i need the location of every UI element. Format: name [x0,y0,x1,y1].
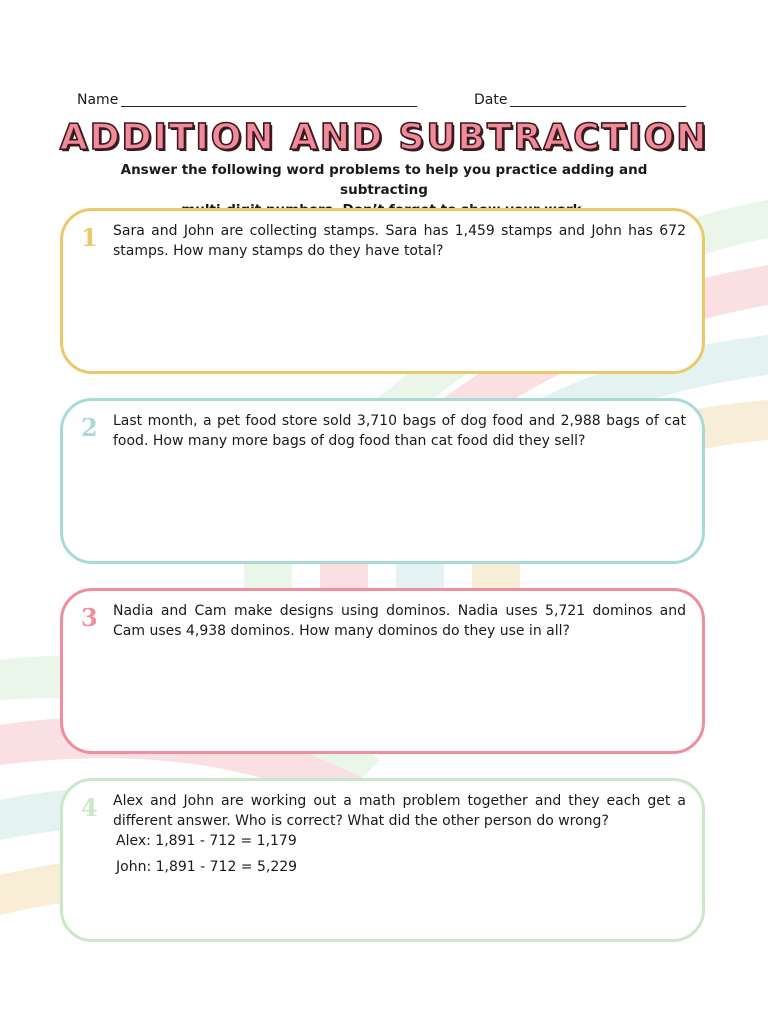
name-label: Name [77,92,119,108]
problem-number-4: 4 [81,793,98,822]
problem-card-2 [60,398,705,564]
problem-number-3: 3 [81,603,98,632]
problem-text-4: Alex and John are working out a math problem together and they each get a different answer. Who is correct? What did the other person do wrong? [113,793,686,829]
date-label: Date [474,92,508,108]
problem-card-3 [60,588,705,754]
equation-john: John: 1,891 - 712 = 5,229 [116,859,298,875]
page-title: ADDITION AND SUBTRACTION [59,117,709,158]
problem-text-1: Sara and John are collecting stamps. Sara has 1,459 stamps and John has 672 stamps. How many stamps do they have total? [113,223,686,259]
problem-text-3: Nadia and Cam make designs using dominos. Nadia uses 5,721 dominos and Cam uses 4,938 dominos. How many dominos do they use in all? [113,603,686,639]
problem-text-2: Last month, a pet food store sold 3,710 bags of dog food and 2,988 bags of cat food. How many more bags of dog food than cat food did they sell? [113,413,686,449]
problem-card-4 [60,778,705,942]
problem-number-2: 2 [81,413,98,442]
instructions-line-1: Answer the following word problems to help you practice adding and subtracting [120,162,648,198]
stripe-yellow-mid [472,560,520,590]
equation-alex: Alex: 1,891 - 712 = 1,179 [116,833,297,849]
problem-card-1 [60,208,705,374]
date-field-line[interactable] [510,106,686,107]
stripe-teal-mid [396,560,444,590]
stripe-pink-mid [320,560,368,590]
header-row [0,92,768,112]
stripe-green-mid [244,560,292,590]
problem-number-1: 1 [81,223,98,252]
name-field-line[interactable] [121,106,417,107]
